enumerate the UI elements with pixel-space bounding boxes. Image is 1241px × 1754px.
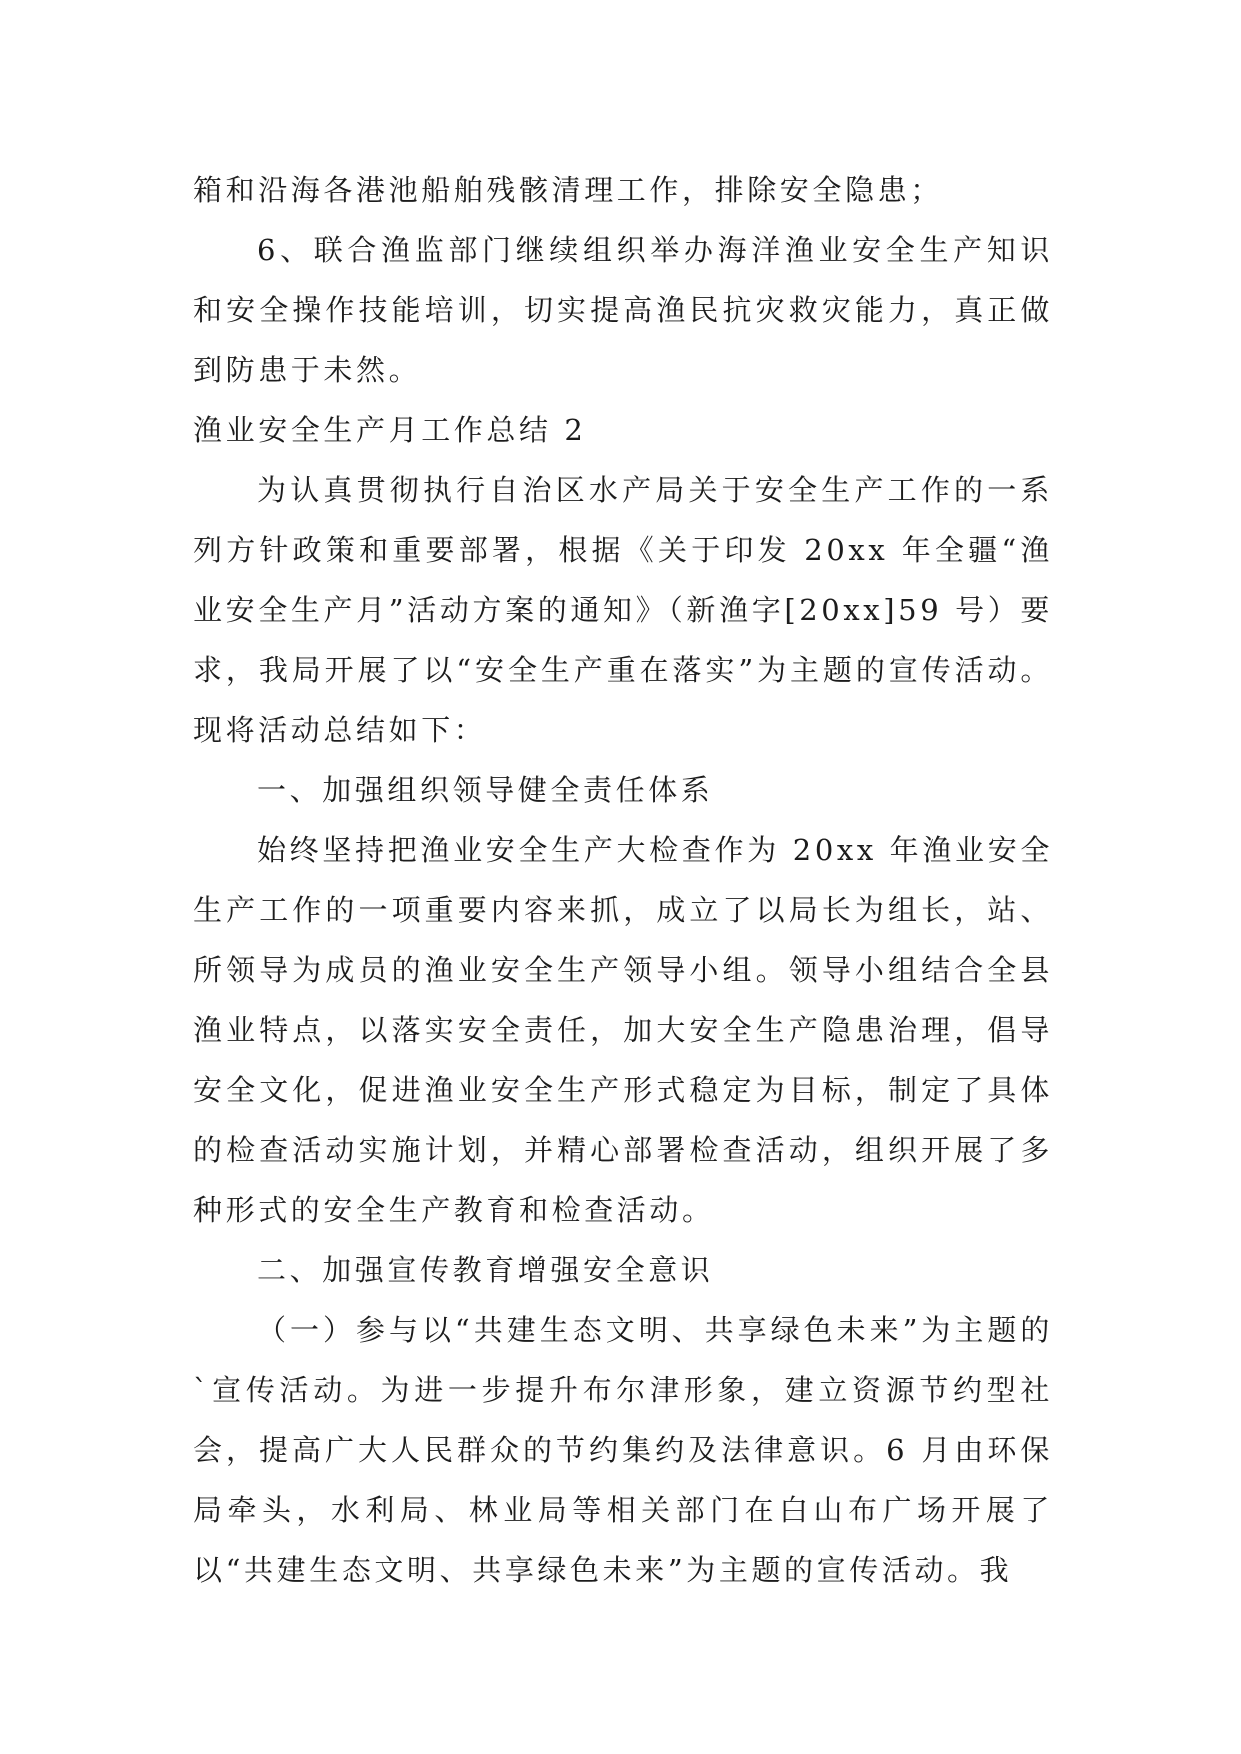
paragraph-continued: 箱和沿海各港池船舶残骸清理工作，排除安全隐患； xyxy=(193,173,943,207)
section-heading-1: 一、加强组织领导健全责任体系 xyxy=(257,773,714,807)
paragraph-section-1-body: 始终坚持把渔业安全生产大检查作为 20xx 年渔业安全生产工作的一项重要内容来抓，成立了以局长为组长，站、所领导为成员的渔业安全生产领导小组。领导小组结合全县渔业特点，以落实安全责任，加大安全生产隐患治理，倡导安全文化，促进渔业安全生产形式稳定为目标，制定了具体的检查活动实施计划，并精心部署检查活动，组织开展了多种形式的安全生产教育和检查活动。 xyxy=(193,833,1053,1227)
document-body xyxy=(193,160,1053,1600)
document-section-title: 渔业安全生产月工作总结 2 xyxy=(193,413,587,447)
paragraph-section-2-body: （一）参与以“共建生态文明、共享绿色未来”为主题的`宣传活动。为进一步提升布尔津形象，建立资源节约型社会，提高广大人民群众的节约集约及法律意识。6 月由环保局牵头，水利局、林业局等相关部门在白山布广场开展了以“共建生态文明、共享绿色未来”为主题的宣传活动。我 xyxy=(193,1313,1053,1587)
section-heading-2: 二、加强宣传教育增强安全意识 xyxy=(257,1253,714,1287)
paragraph-intro: 为认真贯彻执行自治区水产局关于安全生产工作的一系列方针政策和重要部署，根据《关于印发 20xx 年全疆“渔业安全生产月”活动方案的通知》（新渔字[20xx]59 号）要求，我局开展了以“安全生产重在落实”为主题的宣传活动。现将活动总结如下： xyxy=(193,473,1053,747)
paragraph-item-6: 6、联合渔监部门继续组织举办海洋渔业安全生产知识和安全操作技能培训，切实提高渔民抗灾救灾能力，真正做到防患于未然。 xyxy=(193,233,1053,387)
